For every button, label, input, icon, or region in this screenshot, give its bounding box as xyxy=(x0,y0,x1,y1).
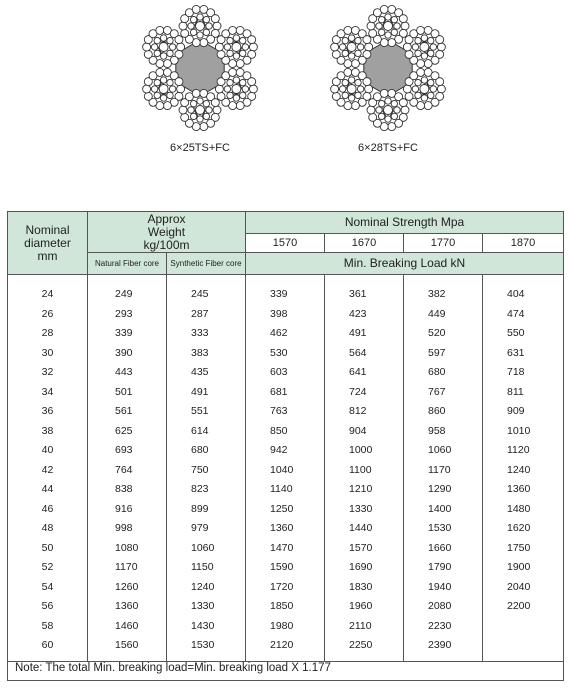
table-cell: 58 xyxy=(41,619,54,632)
table-cell: 2230 xyxy=(428,619,452,632)
table-cell: 1240 xyxy=(507,463,531,476)
table-cell: 28 xyxy=(41,327,54,339)
table-cell: 718 xyxy=(507,366,525,378)
table-cell: 1360 xyxy=(115,600,139,612)
table-cell: 1120 xyxy=(507,444,530,456)
table-cell: 1570 xyxy=(349,541,373,554)
table-cell: 36 xyxy=(41,405,54,417)
natural-weight-column xyxy=(88,275,167,662)
table-cell: 1260 xyxy=(115,580,139,593)
table-cell: 1330 xyxy=(349,502,373,515)
table-cell: 1430 xyxy=(191,619,215,632)
diagram-caption: 6×28TS+FC xyxy=(358,142,418,154)
table-cell: 998 xyxy=(115,522,133,534)
diameter-column xyxy=(8,275,88,662)
table-cell: 40 xyxy=(41,444,54,456)
table-note: Note: The total Min. breaking load=Min. breaking load X 1.177 xyxy=(8,662,564,681)
table-cell: 1210 xyxy=(349,483,373,495)
synthetic-weight-column xyxy=(167,275,246,662)
table-cell: 1360 xyxy=(507,483,531,495)
table-cell: 38 xyxy=(41,424,54,437)
table-cell: 860 xyxy=(428,405,446,417)
table-cell: 1480 xyxy=(507,502,531,515)
table-cell: 287 xyxy=(191,307,209,320)
table-cell: 383 xyxy=(191,346,209,359)
table-cell: 1460 xyxy=(115,619,139,632)
table-cell: 44 xyxy=(41,483,54,495)
table-cell: 1590 xyxy=(270,561,294,573)
table-cell: 26 xyxy=(41,307,54,320)
table-cell: 435 xyxy=(191,366,209,378)
table-cell: 564 xyxy=(349,346,367,359)
table-cell: 811 xyxy=(507,385,524,398)
table-cell: 48 xyxy=(41,522,54,534)
table-cell: 1790 xyxy=(428,561,452,573)
table-cell: 30 xyxy=(41,346,54,359)
table-cell: 1980 xyxy=(270,619,294,632)
table-cell: 1830 xyxy=(349,580,373,593)
table-cell: 382 xyxy=(428,288,446,300)
table-cell: 32 xyxy=(41,366,54,378)
table-cell: 631 xyxy=(507,346,525,359)
table-cell: 1060 xyxy=(191,541,215,554)
table-cell: 50 xyxy=(41,541,54,554)
rope-diagram-1 xyxy=(125,0,275,170)
table-cell: 34 xyxy=(41,385,54,398)
table-cell: 1400 xyxy=(428,502,452,515)
table-cell: 449 xyxy=(428,307,446,320)
table-cell: 1960 xyxy=(349,600,373,612)
table-cell: 423 xyxy=(349,307,367,320)
table-cell: 1170 xyxy=(428,463,451,476)
approx-weight-header: Approx Weight kg/100m xyxy=(88,212,246,253)
table-cell: 390 xyxy=(115,346,133,359)
table-cell: 724 xyxy=(349,385,367,398)
table-cell: 551 xyxy=(191,405,209,417)
table-cell: 561 xyxy=(115,405,133,417)
load-1570-column xyxy=(246,275,325,662)
table-cell: 474 xyxy=(507,307,525,320)
table-cell: 916 xyxy=(115,502,133,515)
table-cell: 1080 xyxy=(115,541,139,554)
table-cell: 1720 xyxy=(270,580,294,593)
strength-1670: 1670 xyxy=(325,234,404,253)
table-cell: 1530 xyxy=(191,639,215,651)
table-cell: 1010 xyxy=(507,424,531,437)
strength-1770: 1770 xyxy=(404,234,483,253)
table-cell: 1140 xyxy=(270,483,293,495)
table-cell: 550 xyxy=(507,327,525,339)
table-cell: 339 xyxy=(115,327,133,339)
table-cell: 1750 xyxy=(507,541,531,554)
table-cell: 1900 xyxy=(507,561,531,573)
table-cell: 1040 xyxy=(270,463,294,476)
table-cell: 1290 xyxy=(428,483,452,495)
nominal-diameter-header: Nominal diameter mm xyxy=(8,212,88,275)
table-cell: 54 xyxy=(41,580,54,593)
synthetic-fiber-core-header: Synthetic Fiber core xyxy=(167,253,246,275)
table-cell: 2390 xyxy=(428,639,452,651)
table-cell: 641 xyxy=(349,366,367,378)
load-1770-column xyxy=(404,275,483,662)
table-cell: 1060 xyxy=(428,444,452,456)
min-breaking-load-header: Min. Breaking Load kN xyxy=(246,253,564,275)
table-cell: 398 xyxy=(270,307,288,320)
table-cell: 1940 xyxy=(428,580,452,593)
table-cell: 603 xyxy=(270,366,288,378)
table-cell: 1170 xyxy=(115,561,138,573)
table-cell: 501 xyxy=(115,385,133,398)
table-cell: 2110 xyxy=(349,619,372,632)
table-cell: 520 xyxy=(428,327,446,339)
table-cell: 24 xyxy=(41,288,54,300)
strength-1870: 1870 xyxy=(483,234,564,253)
table-cell: 764 xyxy=(115,463,133,476)
table-cell: 904 xyxy=(349,424,367,437)
table-cell: 693 xyxy=(115,444,133,456)
table-cell: 2080 xyxy=(428,600,452,612)
table-cell: 42 xyxy=(41,463,54,476)
table-cell: 899 xyxy=(191,502,209,515)
table-cell: 52 xyxy=(41,561,54,573)
strength-1570: 1570 xyxy=(246,234,325,253)
table-cell: 1440 xyxy=(349,522,373,534)
table-cell: 1330 xyxy=(191,600,215,612)
table-cell: 1560 xyxy=(115,639,139,651)
rope-diagram-2 xyxy=(313,0,463,170)
table-cell: 404 xyxy=(507,288,525,300)
table-cell: 491 xyxy=(191,385,209,398)
table-cell: 1000 xyxy=(349,444,373,456)
table-cell: 333 xyxy=(191,327,209,339)
table-cell: 530 xyxy=(270,346,288,359)
table-cell: 763 xyxy=(270,405,288,417)
load-1870-column xyxy=(483,275,564,662)
table-cell: 812 xyxy=(349,405,367,417)
natural-fiber-core-header: Natural Fiber core xyxy=(88,253,167,275)
table-cell: 614 xyxy=(191,424,209,437)
diagram-caption: 6×25TS+FC xyxy=(170,142,230,154)
table-cell: 245 xyxy=(191,288,209,300)
table-cell: 293 xyxy=(115,307,133,320)
table-cell: 1470 xyxy=(270,541,294,554)
table-cell: 1850 xyxy=(270,600,294,612)
table-cell: 443 xyxy=(115,366,133,378)
specification-table xyxy=(7,211,564,681)
rope-cross-section-icon xyxy=(125,0,275,140)
table-cell: 1530 xyxy=(428,522,452,534)
table-cell: 1690 xyxy=(349,561,373,573)
table-cell: 850 xyxy=(270,424,288,437)
table-cell: 56 xyxy=(41,600,54,612)
table-cell: 1150 xyxy=(191,561,214,573)
table-cell: 2250 xyxy=(349,639,373,651)
load-1670-column xyxy=(325,275,404,662)
table-cell: 909 xyxy=(507,405,525,417)
table-cell: 767 xyxy=(428,385,446,398)
table-cell: 46 xyxy=(41,502,54,515)
table-cell: 958 xyxy=(428,424,446,437)
table-cell: 597 xyxy=(428,346,446,359)
table-cell: 1360 xyxy=(270,522,294,534)
rope-cross-section-icon xyxy=(313,0,463,140)
table-cell: 1100 xyxy=(349,463,372,476)
table-cell: 2120 xyxy=(270,639,294,651)
table-cell: 750 xyxy=(191,463,209,476)
table-cell: 680 xyxy=(428,366,446,378)
table-cell: 823 xyxy=(191,483,209,495)
table-cell: 1660 xyxy=(428,541,452,554)
table-cell: 979 xyxy=(191,522,209,534)
table-cell: 249 xyxy=(115,288,133,300)
table-cell: 2040 xyxy=(507,580,531,593)
table-cell: 339 xyxy=(270,288,288,300)
table-cell: 1240 xyxy=(191,580,215,593)
table-cell: 625 xyxy=(115,424,133,437)
table-cell: 942 xyxy=(270,444,288,456)
table-cell: 838 xyxy=(115,483,133,495)
table-cell: 680 xyxy=(191,444,209,456)
table-cell: 681 xyxy=(270,385,288,398)
table-cell: 2200 xyxy=(507,600,531,612)
table-cell: 1620 xyxy=(507,522,531,534)
nominal-strength-header: Nominal Strength Mpa xyxy=(246,212,564,234)
table-cell: 60 xyxy=(41,639,54,651)
table-cell: 462 xyxy=(270,327,288,339)
table-cell: 491 xyxy=(349,327,367,339)
table-cell: 1250 xyxy=(270,502,294,515)
table-cell: 361 xyxy=(349,288,367,300)
